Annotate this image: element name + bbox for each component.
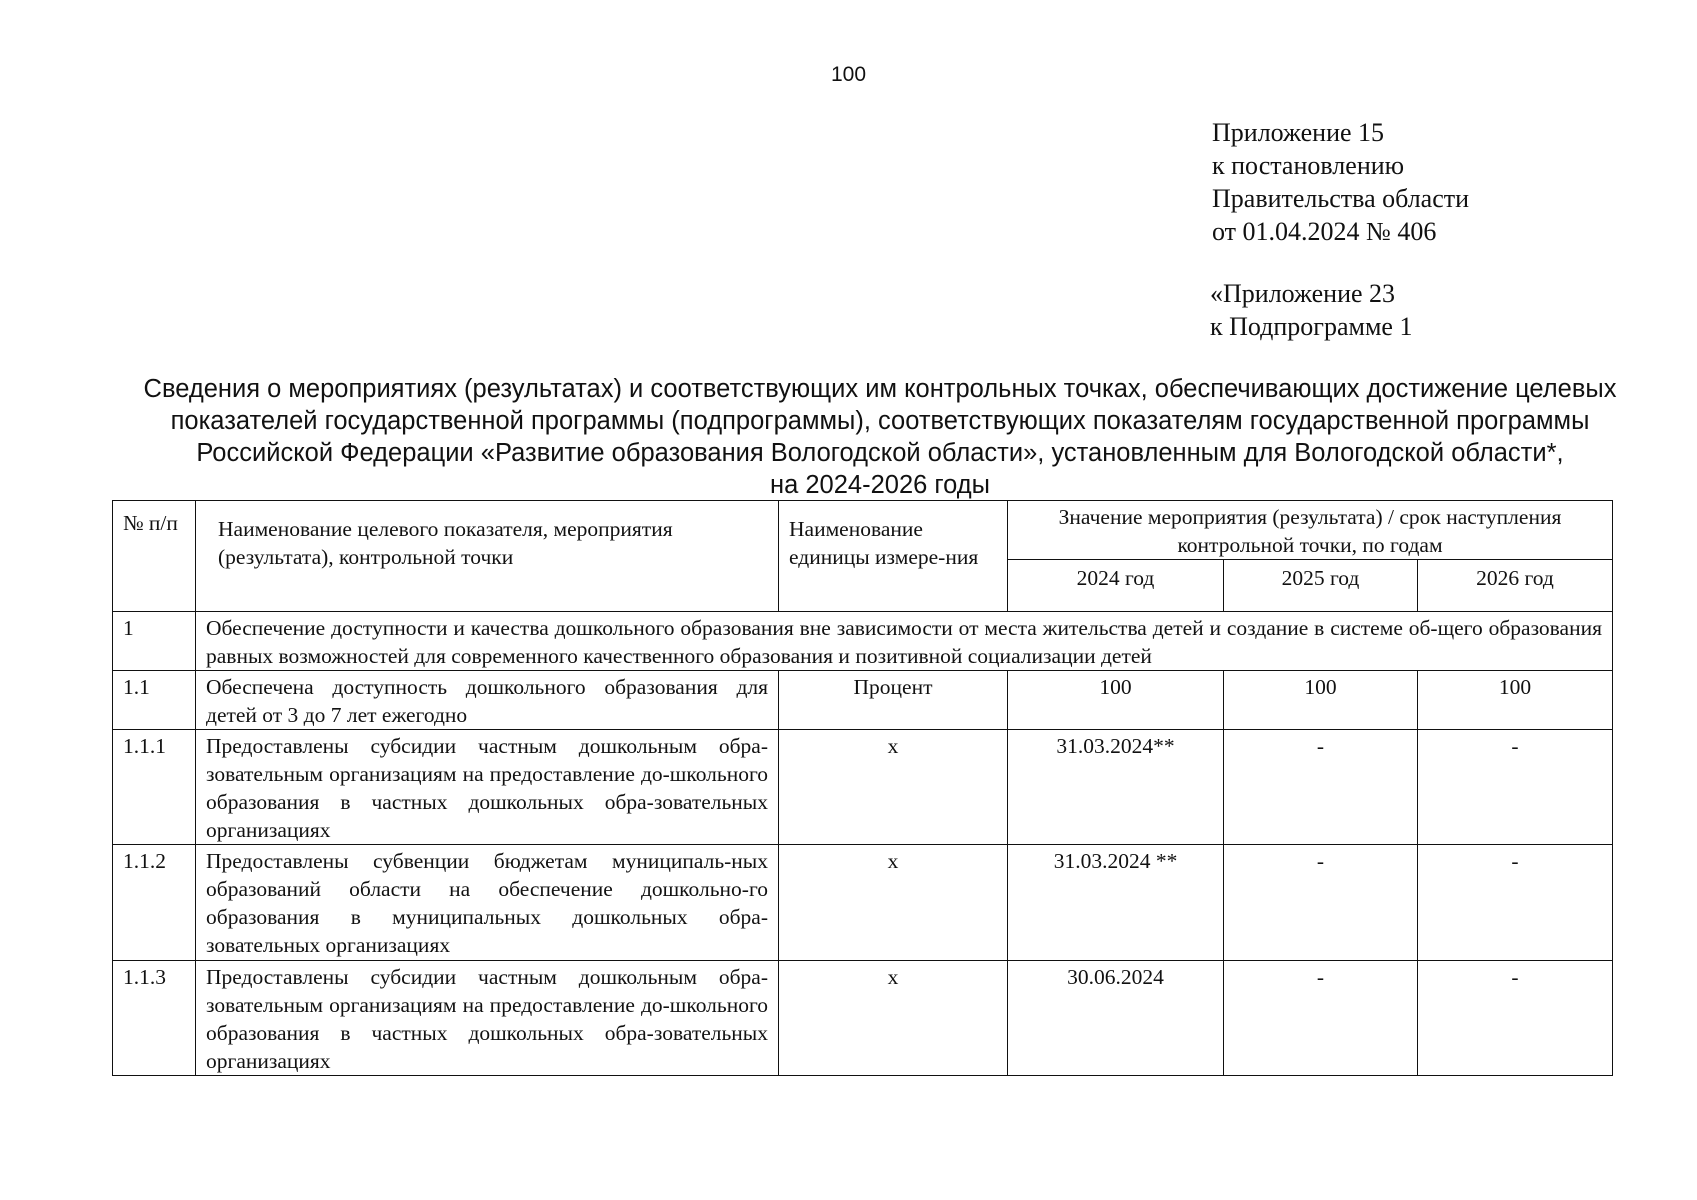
section-text: Обеспечение доступности и качества дошкольного образования вне зависимости от места жительства детей и создание в системе об-щего образования равных возможностей для современного качественного образования и позитивной социализации детей (196, 612, 1613, 671)
row-name: Предоставлены субвенции бюджетам муниципаль-ных образований области на обеспечение дошкольно-го образования в муниципальных дошкольных обра-зовательных организациях (196, 845, 779, 961)
header-year-2026: 2026 год (1418, 560, 1613, 612)
row-value-2026: - (1418, 730, 1613, 845)
section-row (113, 612, 1613, 671)
table-header-row (113, 501, 1613, 560)
title-line: Сведения о мероприятиях (результатах) и соответствующих им контрольных точках, обеспечивающих достижение целевых (143, 375, 1617, 403)
subprogram-appendix-reference (1210, 277, 1412, 343)
row-value-2024: 100 (1008, 671, 1224, 730)
header-name: Наименование целевого показателя, мероприятия (результата), контрольной точки (196, 501, 779, 612)
row-unit: Процент (779, 671, 1008, 730)
row-value-2024: 31.03.2024** (1008, 730, 1224, 845)
title-line: на 2024-2026 годы (770, 471, 990, 499)
row-unit: х (779, 730, 1008, 845)
table-row (113, 961, 1613, 1076)
appendix-line: от 01.04.2024 № 406 (1212, 217, 1437, 246)
row-value-2024: 30.06.2024 (1008, 961, 1224, 1076)
table-row (113, 671, 1613, 730)
table-row (113, 730, 1613, 845)
title-line: Российской Федерации «Развитие образования Вологодской области», установленным для Вологодской области*, (196, 439, 1564, 467)
row-name: Предоставлены субсидии частным дошкольным обра-зовательным организациям на предоставление до-школьного образования в частных дошкольных обра-зовательных организациях (196, 730, 779, 845)
header-value: Значение мероприятия (результата) / срок наступления контрольной точки, по годам (1008, 501, 1613, 560)
row-num: 1.1.2 (113, 845, 196, 961)
row-value-2026: - (1418, 845, 1613, 961)
row-value-2024: 31.03.2024 ** (1008, 845, 1224, 961)
appendix-reference (1212, 116, 1469, 248)
appendix-line: «Приложение 23 (1210, 279, 1396, 308)
table-row (113, 845, 1613, 961)
header-year-2024: 2024 год (1008, 560, 1224, 612)
row-value-2025: - (1224, 730, 1418, 845)
title-line: показателей государственной программы (подпрограммы), соответствующих показателям государственной программы (170, 407, 1590, 435)
row-num: 1.1 (113, 671, 196, 730)
document-title (110, 373, 1650, 501)
header-unit: Наименование единицы измере-ния (779, 501, 1008, 612)
row-value-2026: 100 (1418, 671, 1613, 730)
header-num: № п/п (113, 501, 196, 612)
row-num: 1.1.3 (113, 961, 196, 1076)
row-value-2025: - (1224, 845, 1418, 961)
header-year-2025: 2025 год (1224, 560, 1418, 612)
row-num: 1.1.1 (113, 730, 196, 845)
row-value-2025: 100 (1224, 671, 1418, 730)
row-unit: х (779, 961, 1008, 1076)
appendix-line: Правительства области (1212, 184, 1470, 213)
measures-table (112, 500, 1613, 1076)
row-name: Предоставлены субсидии частным дошкольным обра-зовательным организациям на предоставление до-школьного образования в частных дошкольных обра-зовательных организациях (196, 961, 779, 1076)
appendix-line: Приложение 15 (1212, 118, 1385, 147)
row-name: Обеспечена доступность дошкольного образования для детей от 3 до 7 лет ежегодно (196, 671, 779, 730)
appendix-line: к Подпрограмме 1 (1210, 312, 1413, 341)
page-number: 100 (830, 63, 867, 86)
row-unit: х (779, 845, 1008, 961)
appendix-line: к постановлению (1212, 151, 1405, 180)
row-value-2025: - (1224, 961, 1418, 1076)
row-value-2026: - (1418, 961, 1613, 1076)
section-num: 1 (113, 612, 196, 671)
